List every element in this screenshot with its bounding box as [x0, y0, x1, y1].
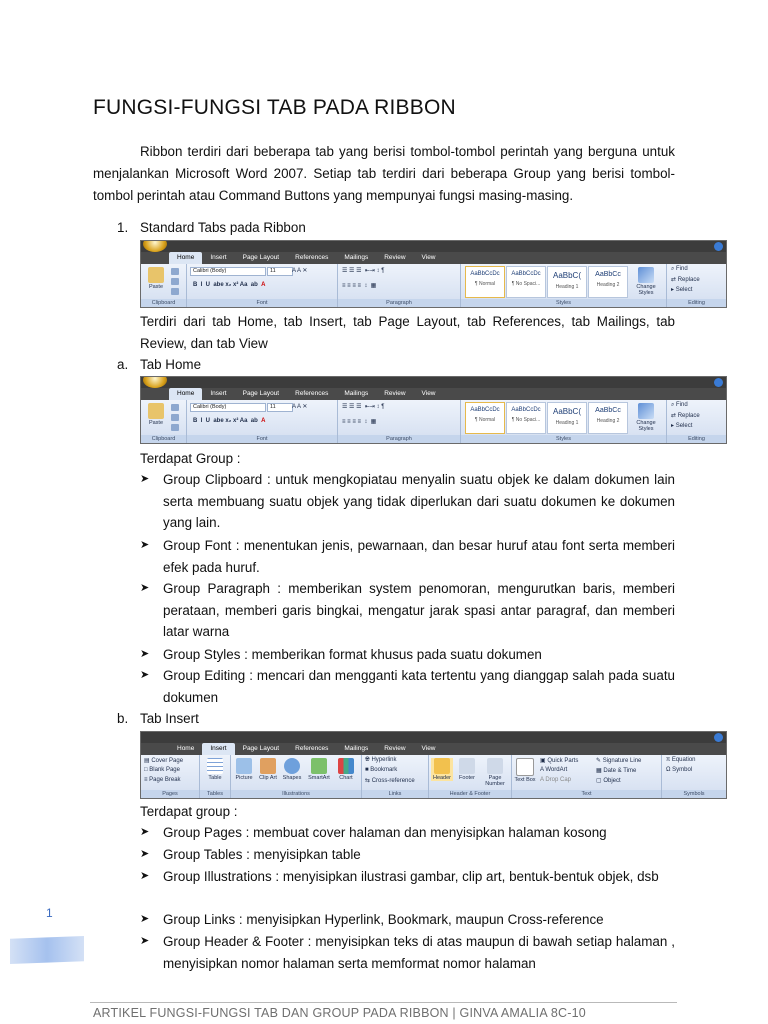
ribbon-tabs: [169, 252, 444, 264]
text-box-icon: [516, 758, 534, 776]
intro-paragraph: Ribbon terdiri dari beberapa tab yang berisi tombol-tombol perintah yang berguna untuk menjalankan Microsoft Word 2007. Setiap tab terdiri dari beberapa Group yang berisi tombol-tombol perintah atau Command Buttons yang mempunyai fungsi masing-masing.: [93, 144, 675, 203]
tab-insert-heading: Tab Insert: [140, 711, 199, 726]
group-paragraph: ☰ ☰ ☰ ⇤⇥ ↕ ¶ ≡ ≡ ≡ ≡ ↕ ▦ Paragraph: [338, 264, 461, 307]
footer-divider: [90, 1002, 677, 1003]
ribbon-screenshot-home: Home Insert Page Layout References Mailings Review View Paste Clipboard Calibri (Body) 11 A A ✕ B I U abe x₂ x² Aa ab A Font ☰ ☰ ☰ ⇤⇥ ↕ ¶ ≡ ≡ ≡ ≡ ↕ ▦ Paragraph AaBbCcDc ¶ Normal AaBbCcDc ¶ No Spaci... AaBbC( Heading 1 AaBbCc Heading 2 Change Styles Styles ⌕ Find ⇄ Replace ▸ Select Editing: [140, 376, 727, 444]
group-symbols: π Equation Ω Symbol Symbols: [662, 755, 726, 798]
change-styles-icon: [638, 267, 654, 283]
section-heading: Standard Tabs pada Ribbon: [140, 220, 306, 235]
help-icon: [714, 733, 723, 742]
ribbon-screenshot-standard: [140, 240, 727, 308]
paste-icon: [148, 403, 164, 419]
group-links: 🌐︎ Hyperlink ■ Bookmark ⇆ Cross-reference Links: [362, 755, 429, 798]
arrow-bullet-icon: ➤: [140, 913, 150, 925]
section-number: 1.: [117, 220, 129, 235]
footer-icon: [459, 758, 475, 774]
ribbon-tabs: Home Insert Page Layout References Mailings Review View: [169, 388, 444, 400]
tab-page-layout: Page Layout: [242, 254, 280, 261]
group-editing: ⌕ Find ⇄ Replace ▸ Select Editing: [667, 264, 726, 307]
subsection-label-b: b.: [117, 711, 129, 726]
font-size-box: 11: [267, 267, 293, 276]
group-tables: Table Tables: [200, 755, 231, 798]
paste-button: Paste: [147, 267, 165, 290]
group-clipboard: Paste Clipboard: [141, 264, 187, 307]
home-group-intro: Terdapat Group :: [140, 451, 241, 466]
standard-tabs-description: Terdiri dari tab Home, tab Insert, tab Page Layout, tab References, tab Mailings, tab Review, dan tab View: [140, 314, 675, 351]
tab-home: Home: [169, 252, 202, 264]
ribbon-tabs: Home Insert Page Layout References Mailings Review View: [169, 743, 444, 755]
group-illustrations: Picture Clip Art Shapes SmartArt Chart Illustrations: [231, 755, 362, 798]
tab-review: Review: [384, 254, 406, 261]
clip-art-icon: [260, 758, 276, 774]
group-font: Calibri (Body) 11 A A ✕ B I U abe x₂ x² Aa ab A Font: [187, 264, 338, 307]
tab-insert: Insert: [210, 254, 227, 261]
insert-group-intro: Terdapat group :: [140, 804, 238, 819]
arrow-bullet-icon: ➤: [140, 870, 150, 882]
arrow-bullet-icon: ➤: [140, 669, 150, 681]
tab-mailings: Mailings: [344, 254, 369, 261]
shapes-icon: [284, 758, 300, 774]
help-icon: [714, 242, 723, 251]
page-number-icon: [487, 758, 503, 774]
page-decoration: [10, 936, 84, 964]
chart-icon: [338, 758, 354, 774]
paste-icon: [148, 267, 164, 283]
tab-view: View: [421, 254, 436, 261]
select-item: ▸ Select: [671, 287, 693, 293]
arrow-bullet-icon: ➤: [140, 648, 150, 660]
tab-home-heading: Tab Home: [140, 357, 202, 372]
arrow-bullet-icon: ➤: [140, 473, 150, 485]
page-footer: ARTIKEL FUNGSI-FUNGSI TAB DAN GROUP PADA RIBBON | GINVA AMALIA 8C-10: [93, 1006, 586, 1020]
smartart-icon: [311, 758, 327, 774]
subsection-label-a: a.: [117, 357, 129, 372]
header-icon: [434, 758, 450, 774]
picture-icon: [236, 758, 252, 774]
tab-references: References: [295, 254, 329, 261]
document-page: FUNGSI-FUNGSI TAB PADA RIBBON Ribbon terdiri dari beberapa tab yang berisi tombol-tombol perintah yang berguna untuk menjalankan Microsoft Word 2007. Setiap tab terdiri dari beberapa Group yang berisi tombol-tombol perintah atau Command Buttons yang mempunyai fungsi masing-masing. 1. Standard Tabs pada Ribbon Home Insert Page Layout References Mailings Review View Paste Clipboard Calibri (Body) 11 A A ✕ B I U abe x₂ x² Aa ab A Font ☰ ☰ ☰ ⇤⇥ ↕ ¶ ≡ ≡ ≡ ≡ ↕ ▦ Paragraph AaBbCcDc ¶ Normal AaBbCcDc ¶ No Spaci... AaBbC( Heading 1 AaBbCc Heading 2 Change Styles Styles ⌕ Find ⇄ Replace ▸ Select Editing Terdiri dari tab Home, tab Insert, tab Page Layout, tab References, tab Mailings, tab Review, dan tab View a. Tab Home Home Insert Page Layout References Mailings Review View Paste Clipboard Calibri (Body) 11 A A ✕ B I U abe x₂ x² Aa ab A Font ☰ ☰ ☰ ⇤⇥ ↕ ¶ ≡ ≡ ≡ ≡ ↕ ▦ Paragraph AaBbCcDc ¶ Normal AaBbCcDc ¶ No Spaci... AaBbC( Heading 1 AaBbCc Heading 2 Change Styles Styles ⌕ Find ⇄ Replace ▸ Select Editing Terdapat Group : ➤ Group Clipboard : untuk mengkopiatau menyalin suatu objek ke dalam dokumen lain serta membuang suatu objek yang tidak diperlukan dari suatu dokumen ke dokumen yang lain. ➤ Group Font : menentukan jenis, pewarnaan, dan besar huruf atau font serta memberi efek pada huruf. ➤ Group Paragraph : memberikan system penomoran, mengurutkan baris, memberi perataan, memberi garis bingkai, mengatur jarak spasi antar paragraf, dan memberi latar warna ➤ Group Styles : memberikan format khusus pada suatu dokumen ➤ Group Editing : mencari dan mengganti kata tertentu yang dianggap salah pada suatu dokumen b. Tab Insert Home Insert Page Layout References Mailings Review View ▤ Cover Page □ Blank Page ≡ Page Break Pages Table Tables Picture Clip Art Shapes SmartArt Chart Illustrations 🌐︎ Hyperlink ■ Bookmark ⇆ Cross-reference Links Header Footer Page Number Header & Footer Text Box ▣ Quick Parts A WordArt A Drop Cap ✎ Signature Line ▦ Date & Time ▢ Object Text π Equation Ω Symbol Symbols Terdapat group : ➤ Group Pages : membuat cover halaman dan menyisipkan halaman kosong ➤ Group Tables : menyisipkan table ➤ Group Illustrations : menyisipkan ilustrasi gambar, clip art, bentuk-bentuk objek, dsb ➤ Group Links : menyisipkan Hyperlink, Bookmark, maupun Cross-reference ➤ Group Header & Footer : menyisipkan teks di atas maupun di bawah setiap halaman , menyisipkan nomor halaman serta memformat nomor halaman 1 ARTIKEL FUNGSI-FUNGSI TAB DAN GROUP PADA RIBBON | GINVA AMALIA 8C-10: [0, 0, 768, 1024]
page-number: 1: [46, 906, 53, 920]
find-item: ⌕ Find: [671, 266, 688, 272]
group-header-footer: Header Footer Page Number Header & Footer: [429, 755, 512, 798]
ribbon-screenshot-insert: [140, 731, 727, 799]
group-text: Text Box ▣ Quick Parts A WordArt A Drop Cap ✎ Signature Line ▦ Date & Time ▢ Object Text: [512, 755, 662, 798]
group-pages: ▤ Cover Page □ Blank Page ≡ Page Break Pages: [141, 755, 200, 798]
arrow-bullet-icon: ➤: [140, 582, 150, 594]
arrow-bullet-icon: ➤: [140, 826, 150, 838]
arrow-bullet-icon: ➤: [140, 935, 150, 947]
font-name-box: Calibri (Body): [190, 267, 266, 276]
arrow-bullet-icon: ➤: [140, 539, 150, 551]
change-styles-icon: [638, 403, 654, 419]
change-styles-button: Change Styles: [631, 267, 661, 296]
help-icon: [714, 378, 723, 387]
group-styles: AaBbCcDc ¶ Normal AaBbCcDc ¶ No Spaci... AaBbC( Heading 1 AaBbCc Heading 2 Change Styles Styles: [461, 264, 667, 307]
arrow-bullet-icon: ➤: [140, 848, 150, 860]
replace-item: ⇄ Replace: [671, 277, 700, 283]
page-title: FUNGSI-FUNGSI TAB PADA RIBBON: [93, 96, 456, 119]
table-icon: [207, 758, 223, 774]
